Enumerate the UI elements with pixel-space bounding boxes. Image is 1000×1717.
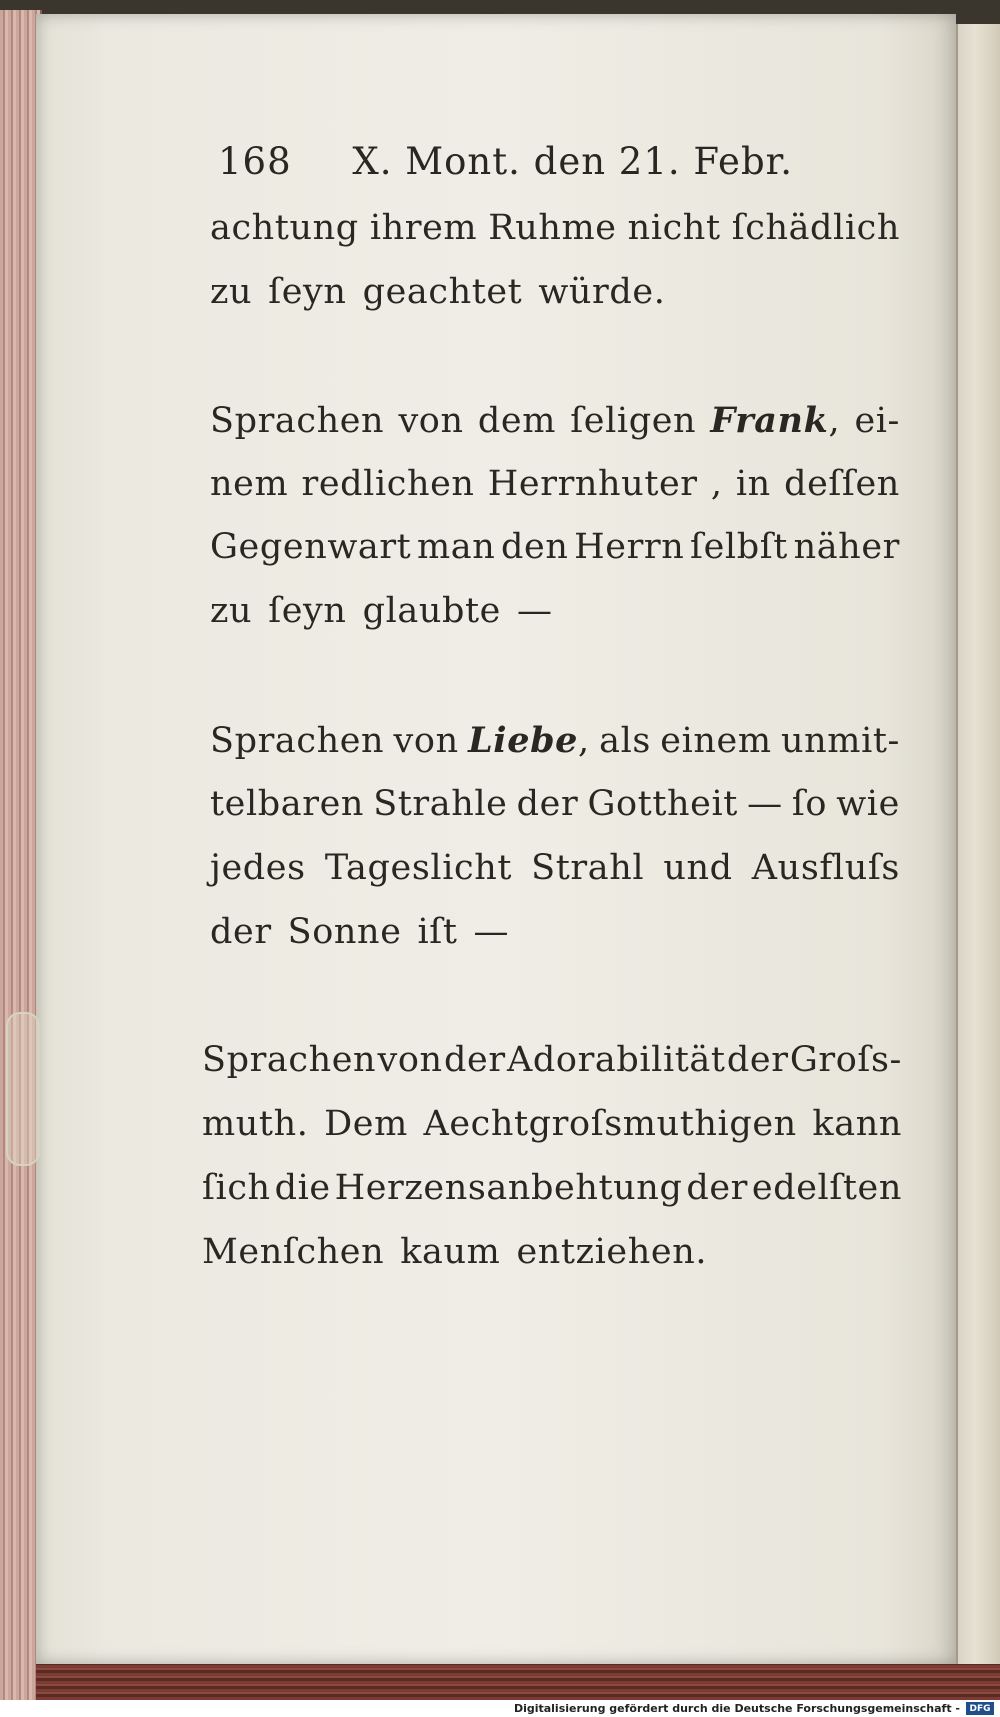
word: der [516, 784, 579, 824]
word: ei- [854, 401, 900, 441]
dfg-logo [966, 1702, 994, 1715]
word: Strahl [531, 848, 645, 888]
word: Herrn [574, 527, 685, 567]
page-marker-tab [6, 1012, 40, 1166]
word: ſeyn [268, 591, 347, 631]
word: Herrnhuter [487, 464, 698, 504]
book-page [36, 14, 956, 1664]
word: Sonne [287, 912, 402, 952]
text-line [210, 400, 900, 450]
word: wie [836, 784, 900, 824]
word: einem [660, 721, 772, 761]
word: kaum [400, 1232, 501, 1272]
text-line [210, 720, 900, 770]
word: ſchädlich [731, 208, 900, 248]
text-line [210, 464, 900, 514]
word: nem [210, 464, 289, 504]
word: als [599, 721, 651, 761]
text-line [210, 784, 900, 834]
word: näher [793, 527, 900, 567]
word: Strahle [373, 784, 508, 824]
word: ſo [791, 784, 828, 824]
word: von [377, 1040, 443, 1080]
word: Sprachen [210, 401, 385, 441]
word: redlichen [301, 464, 475, 504]
text-line [202, 1040, 902, 1090]
word: Ausfluſs [751, 848, 900, 888]
credit-text: Digitalisierung gefördert durch die Deutsche Forschungsgemeinschaft - [513, 1702, 960, 1715]
punctuation: , [578, 721, 590, 761]
word: achtung [210, 208, 359, 248]
word: der [726, 1040, 789, 1080]
word: in [735, 464, 771, 504]
word: Menſchen [202, 1232, 385, 1272]
word: Dem [324, 1104, 408, 1144]
page-number: 168 [218, 140, 292, 183]
punctuation: , [828, 401, 841, 441]
word: glaubte [362, 591, 501, 631]
word: ſelbſt [690, 527, 788, 567]
text-line [210, 527, 900, 577]
running-head [218, 140, 858, 190]
word: ſich [202, 1168, 271, 1208]
word: telbaren [210, 784, 365, 824]
word: edelſten [751, 1168, 902, 1208]
word: zu [210, 591, 253, 631]
punctuation: , [710, 464, 723, 504]
word: Herzensanbehtung [334, 1168, 683, 1208]
dash: — [747, 784, 783, 824]
word: geachtet [362, 272, 523, 312]
word: von [398, 401, 464, 441]
word: der [686, 1168, 748, 1208]
word: Ruhme [488, 208, 617, 248]
text-line [210, 208, 900, 258]
word: ihrem [369, 208, 478, 248]
text-line [210, 272, 900, 322]
word: Groſs- [789, 1040, 902, 1080]
word: der [210, 912, 272, 952]
text-line [210, 591, 900, 641]
word: zu [210, 272, 253, 312]
word: Sprachen [210, 721, 385, 761]
word: man [417, 527, 496, 567]
word: den [501, 527, 569, 567]
word: ſeyn [268, 272, 347, 312]
word: Adorabilität [507, 1040, 726, 1080]
word: kann [812, 1104, 902, 1144]
text-line [210, 848, 900, 898]
dash: — [516, 591, 553, 631]
word: dem [477, 401, 556, 441]
italic-word: Liebe [468, 720, 579, 761]
text-line [210, 912, 900, 962]
word: ſeligen [570, 401, 697, 441]
word: iſt [417, 912, 458, 952]
word: muth. [202, 1104, 309, 1144]
word: entziehen. [516, 1232, 708, 1272]
text-line [202, 1232, 902, 1282]
dash: — [473, 912, 510, 952]
text-line [202, 1168, 902, 1218]
text-line [202, 1104, 902, 1154]
word: würde. [538, 272, 666, 312]
word: unmit- [781, 721, 900, 761]
dfg-logo-text: DFG [969, 1703, 991, 1714]
word: Gottheit [587, 784, 738, 824]
facing-page-edge [956, 24, 1000, 1664]
word: jedes [210, 848, 306, 888]
digitization-credit [0, 1700, 1000, 1717]
word: Sprachen [202, 1040, 377, 1080]
running-head-title: X. Mont. den 21. Febr. [352, 140, 794, 183]
word: der [444, 1040, 506, 1080]
word: nicht [627, 208, 721, 248]
italic-name: Frank [710, 400, 829, 441]
word: Aechtgroſsmuthigen [423, 1104, 797, 1144]
word: Tageslicht [324, 848, 512, 888]
word: Gegenwart [210, 527, 412, 567]
word: deſſen [784, 464, 900, 504]
word: von [393, 721, 459, 761]
word: und [663, 848, 733, 888]
book-bottom-edge [36, 1664, 1000, 1700]
word: die [274, 1168, 331, 1208]
